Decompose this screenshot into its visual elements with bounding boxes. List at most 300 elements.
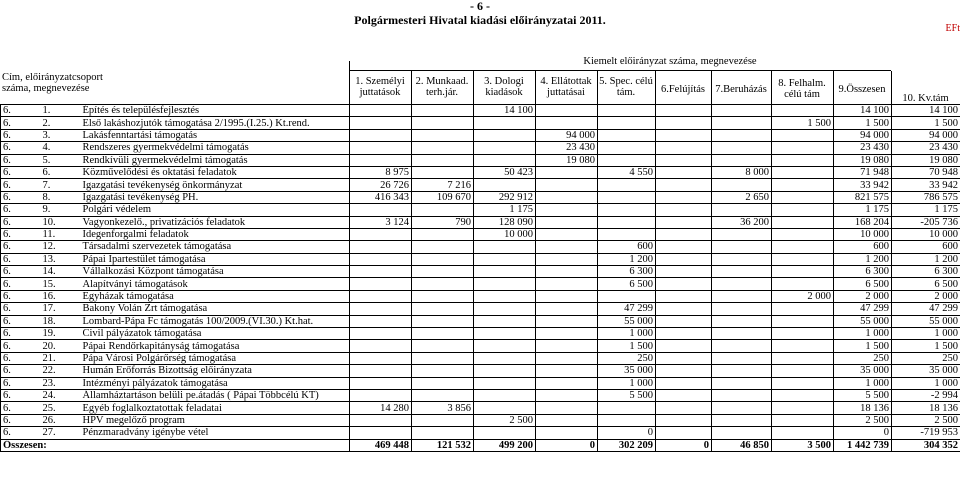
table-row: [1, 427, 960, 439]
row-value-col-4: [536, 315, 598, 327]
row-value-col-1: [350, 117, 412, 129]
row-value-col-8: [772, 414, 834, 426]
row-value-col-6: [656, 179, 712, 191]
row-value-col-2: [412, 414, 474, 426]
row-name: Intézményi pályázatok támogatása: [81, 377, 350, 389]
row-value-col-5: [598, 290, 656, 302]
row-value-col-1: [350, 241, 412, 253]
row-value-col-6: [656, 216, 712, 228]
row-value-col-1: [350, 154, 412, 166]
row-value-col-5: [598, 105, 656, 117]
row-value-col-10: 1 000: [892, 328, 960, 340]
row-value-col-6: [656, 427, 712, 439]
row-name: Alapítványi támogatások: [81, 278, 350, 290]
header-col-4: 4. Ellátottak juttatásai: [540, 76, 592, 98]
row-value-col-8: [772, 266, 834, 278]
row-value-col-6: [656, 328, 712, 340]
row-section: 6.: [1, 191, 41, 203]
table-row: [1, 266, 960, 278]
row-value-col-6: [656, 377, 712, 389]
row-value-col-7: [712, 204, 772, 216]
row-value-col-6: [656, 228, 712, 240]
row-section: 6.: [1, 303, 41, 315]
header-col-3: 3. Dologi kiadások: [484, 76, 524, 98]
row-value-col-8: [772, 154, 834, 166]
row-section: 6.: [1, 154, 41, 166]
row-name: Közművelődési és oktatási feladatok: [81, 166, 350, 178]
row-value-col-2: [412, 228, 474, 240]
row-name: Humán Erőforrás Bizottság előirányzata: [81, 365, 350, 377]
row-value-col-2: [412, 266, 474, 278]
row-value-col-9: 2 000: [834, 290, 892, 302]
row-value-col-9: 168 204: [834, 216, 892, 228]
row-value-col-2: [412, 253, 474, 265]
table-header: [0, 56, 960, 104]
row-value-col-2: [412, 204, 474, 216]
row-value-col-5: [598, 142, 656, 154]
row-value-col-1: [350, 365, 412, 377]
row-value-col-10: 1 000: [892, 377, 960, 389]
row-value-col-1: [350, 389, 412, 401]
row-value-col-2: [412, 365, 474, 377]
row-value-col-5: 600: [598, 241, 656, 253]
table-row: [1, 216, 960, 228]
row-value-col-4: [536, 253, 598, 265]
row-value-col-1: 14 280: [350, 402, 412, 414]
row-value-col-8: [772, 389, 834, 401]
row-value-col-7: [712, 414, 772, 426]
row-name: Civil pályázatok támogatása: [81, 328, 350, 340]
row-name: Igazgatási tevékenység PH.: [81, 191, 350, 203]
row-value-col-9: 6 300: [834, 266, 892, 278]
row-value-col-1: [350, 414, 412, 426]
table-body: [1, 105, 960, 452]
row-value-col-6: [656, 303, 712, 315]
row-value-col-6: [656, 290, 712, 302]
row-value-col-2: [412, 290, 474, 302]
row-value-col-9: 1 175: [834, 204, 892, 216]
row-number: 9.: [41, 204, 81, 216]
row-value-col-1: [350, 253, 412, 265]
row-value-col-3: [474, 179, 536, 191]
row-value-col-1: [350, 129, 412, 141]
table-row: [1, 303, 960, 315]
row-value-col-9: 1 500: [834, 340, 892, 352]
row-value-col-4: [536, 191, 598, 203]
row-name: Rendszeres gyermekvédelmi támogatás: [81, 142, 350, 154]
row-value-col-1: [350, 303, 412, 315]
row-number: 11.: [41, 228, 81, 240]
row-value-col-7: [712, 154, 772, 166]
table-row: [1, 328, 960, 340]
row-value-col-1: [350, 204, 412, 216]
row-value-col-3: 292 912: [474, 191, 536, 203]
row-value-col-4: [536, 117, 598, 129]
unit-label: EFt: [945, 23, 960, 34]
row-value-col-2: [412, 328, 474, 340]
row-value-col-3: [474, 377, 536, 389]
row-name: Lombard-Pápa Fc támogatás 100/2009.(VI.30.) Kt.hat.: [81, 315, 350, 327]
row-value-col-5: [598, 179, 656, 191]
row-value-col-2: [412, 303, 474, 315]
row-value-col-5: 4 550: [598, 166, 656, 178]
row-number: 24.: [41, 389, 81, 401]
row-value-col-10: 33 942: [892, 179, 960, 191]
row-name: Pápa Városi Polgárőrség támogatása: [81, 352, 350, 364]
row-value-col-3: [474, 303, 536, 315]
row-value-col-1: [350, 315, 412, 327]
total-value-col-9: 1 442 739: [834, 439, 892, 451]
row-value-col-1: 26 726: [350, 179, 412, 191]
row-value-col-5: [598, 129, 656, 141]
row-value-col-9: 2 500: [834, 414, 892, 426]
row-number: 16.: [41, 290, 81, 302]
table-row: [1, 290, 960, 302]
row-value-col-7: [712, 340, 772, 352]
row-value-col-5: [598, 154, 656, 166]
row-value-col-10: 70 948: [892, 166, 960, 178]
row-value-col-3: 2 500: [474, 414, 536, 426]
row-value-col-8: [772, 427, 834, 439]
row-value-col-8: [772, 278, 834, 290]
row-value-col-8: [772, 340, 834, 352]
row-value-col-7: [712, 290, 772, 302]
header-col-7: 7.Beruházás: [715, 84, 767, 95]
row-value-col-6: [656, 154, 712, 166]
row-number: 23.: [41, 377, 81, 389]
row-section: 6.: [1, 105, 41, 117]
row-value-col-5: 5 500: [598, 389, 656, 401]
row-number: 7.: [41, 179, 81, 191]
row-value-col-6: [656, 278, 712, 290]
row-value-col-10: -2 994: [892, 389, 960, 401]
row-value-col-3: [474, 117, 536, 129]
row-number: 14.: [41, 266, 81, 278]
row-section: 6.: [1, 266, 41, 278]
row-name: Lakásfenntartási támogatás: [81, 129, 350, 141]
row-value-col-3: 50 423: [474, 166, 536, 178]
row-number: 5.: [41, 154, 81, 166]
row-value-col-2: [412, 278, 474, 290]
header-divider: [771, 71, 772, 104]
row-value-col-9: 10 000: [834, 228, 892, 240]
row-value-col-3: [474, 427, 536, 439]
row-value-col-1: 3 124: [350, 216, 412, 228]
row-value-col-10: 47 299: [892, 303, 960, 315]
row-value-col-8: [772, 179, 834, 191]
row-section: 6.: [1, 228, 41, 240]
row-value-col-3: [474, 154, 536, 166]
total-row: [1, 439, 960, 451]
row-section: 6.: [1, 117, 41, 129]
row-value-col-5: 0: [598, 427, 656, 439]
row-value-col-8: [772, 216, 834, 228]
row-section: 6.: [1, 290, 41, 302]
row-name: Rendkívüli gyermekvédelmi támogatás: [81, 154, 350, 166]
row-value-col-10: 23 430: [892, 142, 960, 154]
row-section: 6.: [1, 352, 41, 364]
table-row: [1, 204, 960, 216]
header-group-label: Kiemelt előirányzat száma, megnevezése: [583, 56, 757, 67]
row-value-col-5: 1 000: [598, 377, 656, 389]
row-value-col-4: [536, 216, 598, 228]
row-value-col-6: [656, 117, 712, 129]
row-value-col-7: 36 200: [712, 216, 772, 228]
row-value-col-4: [536, 402, 598, 414]
row-value-col-8: 2 000: [772, 290, 834, 302]
row-value-col-7: [712, 278, 772, 290]
row-value-col-10: 94 000: [892, 129, 960, 141]
row-value-col-4: [536, 241, 598, 253]
row-value-col-8: [772, 129, 834, 141]
row-value-col-5: 250: [598, 352, 656, 364]
table-row: [1, 315, 960, 327]
row-name: Egyházak támogatása: [81, 290, 350, 302]
row-name: Idegenforgalmi feladatok: [81, 228, 350, 240]
row-name: Államháztartáson belüli pe.átadás ( Pápai Többcélú KT): [81, 389, 350, 401]
row-value-col-4: [536, 204, 598, 216]
header-divider: [833, 71, 834, 104]
row-value-col-4: [536, 389, 598, 401]
row-value-col-7: [712, 328, 772, 340]
row-name: Vállalkozási Központ támogatása: [81, 266, 350, 278]
row-value-col-6: [656, 340, 712, 352]
table-row: [1, 402, 960, 414]
row-value-col-6: [656, 402, 712, 414]
row-value-col-7: [712, 117, 772, 129]
row-value-col-5: [598, 191, 656, 203]
row-value-col-9: 18 136: [834, 402, 892, 414]
row-value-col-9: 35 000: [834, 365, 892, 377]
row-value-col-9: 6 500: [834, 278, 892, 290]
row-value-col-4: [536, 328, 598, 340]
row-value-col-9: 821 575: [834, 191, 892, 203]
row-value-col-8: [772, 402, 834, 414]
row-value-col-7: [712, 352, 772, 364]
row-value-col-5: 47 299: [598, 303, 656, 315]
row-value-col-8: [772, 241, 834, 253]
table-row: [1, 154, 960, 166]
row-number: 2.: [41, 117, 81, 129]
row-value-col-3: [474, 340, 536, 352]
table-row: [1, 241, 960, 253]
row-number: 3.: [41, 129, 81, 141]
row-value-col-2: [412, 427, 474, 439]
row-value-col-6: [656, 204, 712, 216]
row-value-col-10: 1 500: [892, 340, 960, 352]
row-value-col-5: 6 500: [598, 278, 656, 290]
row-value-col-5: 55 000: [598, 315, 656, 327]
row-number: 15.: [41, 278, 81, 290]
row-value-col-5: 6 300: [598, 266, 656, 278]
table-row: [1, 117, 960, 129]
row-value-col-10: 786 575: [892, 191, 960, 203]
row-section: 6.: [1, 328, 41, 340]
row-value-col-2: [412, 377, 474, 389]
header-divider: [891, 71, 892, 104]
row-value-col-3: 10 000: [474, 228, 536, 240]
row-number: 4.: [41, 142, 81, 154]
row-value-col-2: 109 670: [412, 191, 474, 203]
row-section: 6.: [1, 129, 41, 141]
table-row: [1, 377, 960, 389]
total-value-col-6: 0: [656, 439, 712, 451]
row-value-col-10: 600: [892, 241, 960, 253]
header-col-10: 10. Kv.tám: [902, 93, 949, 104]
row-value-col-6: [656, 142, 712, 154]
row-value-col-4: 94 000: [536, 129, 598, 141]
row-value-col-7: [712, 377, 772, 389]
row-value-col-10: 35 000: [892, 365, 960, 377]
row-value-col-3: 1 175: [474, 204, 536, 216]
row-value-col-4: [536, 266, 598, 278]
row-value-col-5: 1 000: [598, 328, 656, 340]
row-value-col-3: [474, 389, 536, 401]
row-value-col-7: [712, 179, 772, 191]
row-value-col-7: [712, 142, 772, 154]
row-value-col-1: [350, 377, 412, 389]
row-value-col-8: [772, 352, 834, 364]
table-row: [1, 191, 960, 203]
row-value-col-6: [656, 129, 712, 141]
row-value-col-8: [772, 166, 834, 178]
row-value-col-9: 600: [834, 241, 892, 253]
row-value-col-9: 33 942: [834, 179, 892, 191]
row-value-col-1: 416 343: [350, 191, 412, 203]
row-name: Társadalmi szervezetek támogatása: [81, 241, 350, 253]
row-value-col-8: [772, 142, 834, 154]
row-number: 21.: [41, 352, 81, 364]
header-col-8: 8. Felhalm. célú tám: [778, 78, 826, 100]
row-value-col-10: 19 080: [892, 154, 960, 166]
row-section: 6.: [1, 414, 41, 426]
row-value-col-6: [656, 352, 712, 364]
row-value-col-2: [412, 241, 474, 253]
row-section: 6.: [1, 142, 41, 154]
table-row: [1, 166, 960, 178]
row-number: 6.: [41, 166, 81, 178]
row-value-col-10: 14 100: [892, 105, 960, 117]
row-number: 26.: [41, 414, 81, 426]
table-row: [1, 352, 960, 364]
row-value-col-3: [474, 129, 536, 141]
row-value-col-3: [474, 241, 536, 253]
header-group-rule: [349, 70, 891, 71]
row-value-col-1: 8 975: [350, 166, 412, 178]
row-name: Bakony Volán Zrt támogatása: [81, 303, 350, 315]
row-value-col-6: [656, 414, 712, 426]
row-name: Pápai Rendőrkapitányság támogatása: [81, 340, 350, 352]
row-name: Vagyonkezelő., privatizációs feladatok: [81, 216, 350, 228]
row-value-col-5: [598, 204, 656, 216]
row-section: 6.: [1, 204, 41, 216]
total-value-col-8: 3 500: [772, 439, 834, 451]
row-value-col-6: [656, 166, 712, 178]
row-value-col-2: [412, 154, 474, 166]
row-value-col-4: [536, 179, 598, 191]
header-divider: [597, 71, 598, 104]
row-value-col-1: [350, 278, 412, 290]
row-value-col-7: [712, 315, 772, 327]
header-divider: [535, 71, 536, 104]
table-row: [1, 253, 960, 265]
row-number: 20.: [41, 340, 81, 352]
row-value-col-4: [536, 166, 598, 178]
row-value-col-6: [656, 191, 712, 203]
row-value-col-7: [712, 389, 772, 401]
row-value-col-2: 7 216: [412, 179, 474, 191]
row-value-col-2: [412, 352, 474, 364]
row-value-col-6: [656, 105, 712, 117]
table-row: [1, 389, 960, 401]
total-value-col-5: 302 209: [598, 439, 656, 451]
row-value-col-8: [772, 303, 834, 315]
row-name: Építés és településfejlesztés: [81, 105, 350, 117]
row-value-col-9: 94 000: [834, 129, 892, 141]
row-value-col-4: 19 080: [536, 154, 598, 166]
row-value-col-10: 6 300: [892, 266, 960, 278]
row-name: HPV megelőző program: [81, 414, 350, 426]
row-section: 6.: [1, 166, 41, 178]
row-number: 25.: [41, 402, 81, 414]
row-section: 6.: [1, 389, 41, 401]
row-value-col-1: [350, 266, 412, 278]
row-value-col-7: [712, 228, 772, 240]
row-value-col-1: [350, 290, 412, 302]
row-value-col-1: [350, 427, 412, 439]
row-value-col-5: [598, 216, 656, 228]
row-value-col-1: [350, 328, 412, 340]
row-section: 6.: [1, 315, 41, 327]
row-value-col-9: 55 000: [834, 315, 892, 327]
total-value-col-4: 0: [536, 439, 598, 451]
row-value-col-9: 47 299: [834, 303, 892, 315]
row-number: 1.: [41, 105, 81, 117]
row-name: Pénzmaradvány igénybe vétel: [81, 427, 350, 439]
header-col-9: 9.Összesen: [838, 84, 886, 95]
row-value-col-4: [536, 340, 598, 352]
row-value-col-8: 1 500: [772, 117, 834, 129]
row-value-col-7: [712, 105, 772, 117]
row-number: 8.: [41, 191, 81, 203]
page-number: - 6 -: [470, 0, 490, 13]
row-value-col-8: [772, 191, 834, 203]
row-value-col-4: [536, 365, 598, 377]
total-value-col-10: 304 352: [892, 439, 960, 451]
row-value-col-3: 128 090: [474, 216, 536, 228]
row-value-col-10: -205 736: [892, 216, 960, 228]
table-row: [1, 228, 960, 240]
row-value-col-8: [772, 328, 834, 340]
header-col-5: 5. Spec. célú tám.: [599, 76, 653, 98]
row-value-col-2: [412, 315, 474, 327]
page-title: Polgármesteri Hivatal kiadási előirányzatai 2011.: [354, 13, 606, 27]
row-number: 19.: [41, 328, 81, 340]
row-value-col-3: [474, 315, 536, 327]
row-number: 27.: [41, 427, 81, 439]
row-value-col-5: [598, 117, 656, 129]
row-value-col-9: 19 080: [834, 154, 892, 166]
row-value-col-4: 23 430: [536, 142, 598, 154]
row-name: Igazgatási tevékenység önkormányzat: [81, 179, 350, 191]
table-row: [1, 105, 960, 117]
row-value-col-10: 1 175: [892, 204, 960, 216]
row-number: 18.: [41, 315, 81, 327]
row-value-col-6: [656, 241, 712, 253]
row-value-col-4: [536, 228, 598, 240]
row-value-col-1: [350, 352, 412, 364]
row-value-col-8: [772, 253, 834, 265]
